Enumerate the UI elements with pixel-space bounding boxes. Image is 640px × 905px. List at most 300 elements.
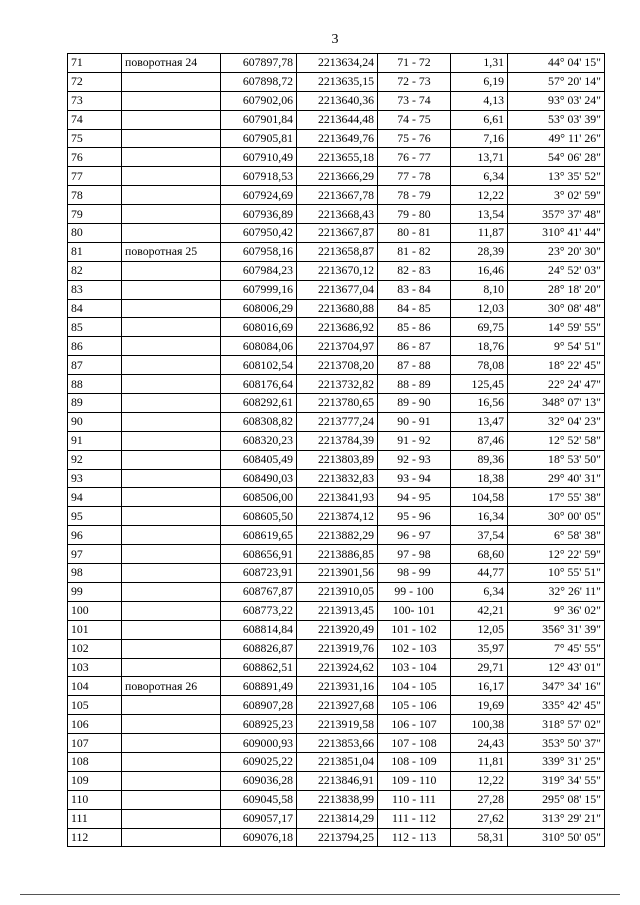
y-coordinate-cell: 2213666,29 — [297, 167, 378, 186]
segment-cell: 77 - 78 — [378, 167, 451, 186]
segment-cell: 93 - 94 — [378, 469, 451, 488]
direction-angle-cell: 9° 36' 02" — [508, 601, 605, 620]
direction-angle-cell: 14° 59' 55" — [508, 318, 605, 337]
table-row — [68, 167, 605, 186]
segment-cell: 88 - 89 — [378, 375, 451, 394]
table-row — [68, 771, 605, 790]
segment-cell: 103 - 104 — [378, 658, 451, 677]
direction-angle-cell: 12° 52' 58" — [508, 431, 605, 450]
table-row — [68, 375, 605, 394]
point-number-cell: 83 — [68, 280, 122, 299]
y-coordinate-cell: 2213901,56 — [297, 564, 378, 583]
y-coordinate-cell: 2213668,43 — [297, 205, 378, 224]
point-name-cell — [122, 488, 221, 507]
point-name-cell — [122, 545, 221, 564]
x-coordinate-cell: 608862,51 — [221, 658, 297, 677]
length-cell: 13,71 — [451, 148, 508, 167]
x-coordinate-cell: 608405,49 — [221, 450, 297, 469]
point-number-cell: 106 — [68, 715, 122, 734]
direction-angle-cell: 28° 18' 20" — [508, 280, 605, 299]
point-name-cell: поворотная 25 — [122, 242, 221, 261]
y-coordinate-cell: 2213670,12 — [297, 261, 378, 280]
x-coordinate-cell: 608506,00 — [221, 488, 297, 507]
point-name-cell: поворотная 26 — [122, 677, 221, 696]
length-cell: 100,38 — [451, 715, 508, 734]
point-name-cell — [122, 790, 221, 809]
table-row — [68, 54, 605, 73]
table-row — [68, 242, 605, 261]
x-coordinate-cell: 607897,78 — [221, 54, 297, 73]
direction-angle-cell: 44° 04' 15" — [508, 54, 605, 73]
table-row — [68, 601, 605, 620]
segment-cell: 106 - 107 — [378, 715, 451, 734]
length-cell: 11,81 — [451, 752, 508, 771]
point-number-cell: 101 — [68, 620, 122, 639]
point-name-cell — [122, 809, 221, 828]
point-name-cell — [122, 129, 221, 148]
y-coordinate-cell: 2213794,25 — [297, 828, 378, 847]
length-cell: 6,34 — [451, 167, 508, 186]
segment-cell: 107 - 108 — [378, 734, 451, 753]
point-name-cell — [122, 110, 221, 129]
length-cell: 12,22 — [451, 771, 508, 790]
segment-cell: 73 - 74 — [378, 91, 451, 110]
direction-angle-cell: 347° 34' 16" — [508, 677, 605, 696]
segment-cell: 89 - 90 — [378, 394, 451, 413]
table-row — [68, 356, 605, 375]
x-coordinate-cell: 608490,03 — [221, 469, 297, 488]
direction-angle-cell: 17° 55' 38" — [508, 488, 605, 507]
point-name-cell — [122, 715, 221, 734]
direction-angle-cell: 54° 06' 28" — [508, 148, 605, 167]
point-number-cell: 71 — [68, 54, 122, 73]
point-name-cell — [122, 299, 221, 318]
table-row — [68, 809, 605, 828]
direction-angle-cell: 357° 37' 48" — [508, 205, 605, 224]
table-row — [68, 431, 605, 450]
y-coordinate-cell: 2213853,66 — [297, 734, 378, 753]
segment-cell: 78 - 79 — [378, 186, 451, 205]
table-row — [68, 394, 605, 413]
y-coordinate-cell: 2213924,62 — [297, 658, 378, 677]
direction-angle-cell: 49° 11' 26" — [508, 129, 605, 148]
point-number-cell: 88 — [68, 375, 122, 394]
segment-cell: 97 - 98 — [378, 545, 451, 564]
x-coordinate-cell: 607902,06 — [221, 91, 297, 110]
point-name-cell — [122, 261, 221, 280]
y-coordinate-cell: 2213667,78 — [297, 186, 378, 205]
x-coordinate-cell: 608084,06 — [221, 337, 297, 356]
length-cell: 6,34 — [451, 582, 508, 601]
point-number-cell: 73 — [68, 91, 122, 110]
segment-cell: 81 - 82 — [378, 242, 451, 261]
y-coordinate-cell: 2213919,58 — [297, 715, 378, 734]
coordinates-table — [67, 53, 605, 847]
x-coordinate-cell: 609036,28 — [221, 771, 297, 790]
segment-cell: 96 - 97 — [378, 526, 451, 545]
direction-angle-cell: 6° 58' 38" — [508, 526, 605, 545]
point-number-cell: 112 — [68, 828, 122, 847]
table-row — [68, 186, 605, 205]
direction-angle-cell: 12° 22' 59" — [508, 545, 605, 564]
direction-angle-cell: 32° 04' 23" — [508, 412, 605, 431]
x-coordinate-cell: 608605,50 — [221, 507, 297, 526]
point-name-cell — [122, 507, 221, 526]
table-row — [68, 639, 605, 658]
x-coordinate-cell: 609045,58 — [221, 790, 297, 809]
table-row — [68, 337, 605, 356]
point-number-cell: 80 — [68, 224, 122, 243]
direction-angle-cell: 10° 55' 51" — [508, 564, 605, 583]
table-row — [68, 564, 605, 583]
point-name-cell — [122, 375, 221, 394]
point-name-cell — [122, 318, 221, 337]
point-name-cell — [122, 450, 221, 469]
y-coordinate-cell: 2213910,05 — [297, 582, 378, 601]
length-cell: 42,21 — [451, 601, 508, 620]
segment-cell: 102 - 103 — [378, 639, 451, 658]
table-row — [68, 110, 605, 129]
x-coordinate-cell: 607918,53 — [221, 167, 297, 186]
point-number-cell: 105 — [68, 696, 122, 715]
point-number-cell: 104 — [68, 677, 122, 696]
x-coordinate-cell: 607901,84 — [221, 110, 297, 129]
segment-cell: 111 - 112 — [378, 809, 451, 828]
segment-cell: 100- 101 — [378, 601, 451, 620]
segment-cell: 86 - 87 — [378, 337, 451, 356]
table-row — [68, 469, 605, 488]
point-name-cell — [122, 148, 221, 167]
point-number-cell: 87 — [68, 356, 122, 375]
point-name-cell — [122, 72, 221, 91]
point-name-cell — [122, 431, 221, 450]
length-cell: 16,46 — [451, 261, 508, 280]
segment-cell: 112 - 113 — [378, 828, 451, 847]
y-coordinate-cell: 2213732,82 — [297, 375, 378, 394]
segment-cell: 71 - 72 — [378, 54, 451, 73]
y-coordinate-cell: 2213919,76 — [297, 639, 378, 658]
segment-cell: 79 - 80 — [378, 205, 451, 224]
direction-angle-cell: 32° 26' 11" — [508, 582, 605, 601]
table-row — [68, 299, 605, 318]
table-row — [68, 715, 605, 734]
point-name-cell — [122, 752, 221, 771]
length-cell: 24,43 — [451, 734, 508, 753]
y-coordinate-cell: 2213913,45 — [297, 601, 378, 620]
y-coordinate-cell: 2213882,29 — [297, 526, 378, 545]
point-name-cell — [122, 526, 221, 545]
length-cell: 12,05 — [451, 620, 508, 639]
table-row — [68, 412, 605, 431]
length-cell: 44,77 — [451, 564, 508, 583]
length-cell: 19,69 — [451, 696, 508, 715]
segment-cell: 109 - 110 — [378, 771, 451, 790]
point-name-cell — [122, 167, 221, 186]
length-cell: 104,58 — [451, 488, 508, 507]
point-name-cell — [122, 639, 221, 658]
table-row — [68, 318, 605, 337]
y-coordinate-cell: 2213680,88 — [297, 299, 378, 318]
y-coordinate-cell: 2213655,18 — [297, 148, 378, 167]
point-name-cell — [122, 696, 221, 715]
direction-angle-cell: 353° 50' 37" — [508, 734, 605, 753]
y-coordinate-cell: 2213704,97 — [297, 337, 378, 356]
point-number-cell: 75 — [68, 129, 122, 148]
y-coordinate-cell: 2213708,20 — [297, 356, 378, 375]
y-coordinate-cell: 2213886,85 — [297, 545, 378, 564]
x-coordinate-cell: 608814,84 — [221, 620, 297, 639]
direction-angle-cell: 335° 42' 45" — [508, 696, 605, 715]
point-name-cell — [122, 205, 221, 224]
direction-angle-cell: 53° 03' 39" — [508, 110, 605, 129]
table-row — [68, 224, 605, 243]
y-coordinate-cell: 2213927,68 — [297, 696, 378, 715]
point-number-cell: 98 — [68, 564, 122, 583]
length-cell: 18,38 — [451, 469, 508, 488]
x-coordinate-cell: 607984,23 — [221, 261, 297, 280]
x-coordinate-cell: 608619,65 — [221, 526, 297, 545]
point-number-cell: 76 — [68, 148, 122, 167]
table-row — [68, 734, 605, 753]
point-name-cell — [122, 356, 221, 375]
table-row — [68, 261, 605, 280]
y-coordinate-cell: 2213846,91 — [297, 771, 378, 790]
page-number: 3 — [331, 32, 339, 47]
length-cell: 11,87 — [451, 224, 508, 243]
length-cell: 12,03 — [451, 299, 508, 318]
length-cell: 18,76 — [451, 337, 508, 356]
table-row — [68, 582, 605, 601]
length-cell: 6,19 — [451, 72, 508, 91]
table-row — [68, 526, 605, 545]
x-coordinate-cell: 608176,64 — [221, 375, 297, 394]
length-cell: 37,54 — [451, 526, 508, 545]
point-name-cell — [122, 658, 221, 677]
y-coordinate-cell: 2213832,83 — [297, 469, 378, 488]
x-coordinate-cell: 608907,28 — [221, 696, 297, 715]
length-cell: 69,75 — [451, 318, 508, 337]
y-coordinate-cell: 2213644,48 — [297, 110, 378, 129]
point-name-cell — [122, 412, 221, 431]
segment-cell: 105 - 106 — [378, 696, 451, 715]
table-row — [68, 488, 605, 507]
direction-angle-cell: 313° 29' 21" — [508, 809, 605, 828]
point-name-cell — [122, 337, 221, 356]
length-cell: 35,97 — [451, 639, 508, 658]
table-row — [68, 148, 605, 167]
direction-angle-cell: 22° 24' 47" — [508, 375, 605, 394]
y-coordinate-cell: 2213635,15 — [297, 72, 378, 91]
point-number-cell: 78 — [68, 186, 122, 205]
point-name-cell — [122, 828, 221, 847]
point-number-cell: 97 — [68, 545, 122, 564]
segment-cell: 99 - 100 — [378, 582, 451, 601]
segment-cell: 110 - 111 — [378, 790, 451, 809]
point-name-cell — [122, 186, 221, 205]
x-coordinate-cell: 608723,91 — [221, 564, 297, 583]
direction-angle-cell: 12° 43' 01" — [508, 658, 605, 677]
y-coordinate-cell: 2213920,49 — [297, 620, 378, 639]
segment-cell: 75 - 76 — [378, 129, 451, 148]
x-coordinate-cell: 607898,72 — [221, 72, 297, 91]
segment-cell: 82 - 83 — [378, 261, 451, 280]
point-number-cell: 74 — [68, 110, 122, 129]
length-cell: 4,13 — [451, 91, 508, 110]
length-cell: 16,17 — [451, 677, 508, 696]
x-coordinate-cell: 608891,49 — [221, 677, 297, 696]
segment-cell: 108 - 109 — [378, 752, 451, 771]
segment-cell: 74 - 75 — [378, 110, 451, 129]
footer-divider — [20, 894, 620, 895]
length-cell: 28,39 — [451, 242, 508, 261]
point-name-cell — [122, 734, 221, 753]
table-row — [68, 696, 605, 715]
direction-angle-cell: 23° 20' 30" — [508, 242, 605, 261]
point-number-cell: 90 — [68, 412, 122, 431]
length-cell: 6,61 — [451, 110, 508, 129]
point-number-cell: 91 — [68, 431, 122, 450]
y-coordinate-cell: 2213640,36 — [297, 91, 378, 110]
x-coordinate-cell: 608016,69 — [221, 318, 297, 337]
y-coordinate-cell: 2213851,04 — [297, 752, 378, 771]
point-number-cell: 93 — [68, 469, 122, 488]
direction-angle-cell: 310° 50' 05" — [508, 828, 605, 847]
length-cell: 13,47 — [451, 412, 508, 431]
y-coordinate-cell: 2213784,39 — [297, 431, 378, 450]
y-coordinate-cell: 2213814,29 — [297, 809, 378, 828]
y-coordinate-cell: 2213649,76 — [297, 129, 378, 148]
segment-cell: 85 - 86 — [378, 318, 451, 337]
direction-angle-cell: 24° 52' 03" — [508, 261, 605, 280]
x-coordinate-cell: 607905,81 — [221, 129, 297, 148]
segment-cell: 87 - 88 — [378, 356, 451, 375]
y-coordinate-cell: 2213780,65 — [297, 394, 378, 413]
point-number-cell: 81 — [68, 242, 122, 261]
point-name-cell — [122, 564, 221, 583]
point-number-cell: 92 — [68, 450, 122, 469]
point-name-cell — [122, 224, 221, 243]
direction-angle-cell: 30° 00' 05" — [508, 507, 605, 526]
direction-angle-cell: 310° 41' 44" — [508, 224, 605, 243]
table-body — [68, 54, 605, 847]
table-row — [68, 658, 605, 677]
length-cell: 58,31 — [451, 828, 508, 847]
table-row — [68, 72, 605, 91]
segment-cell: 95 - 96 — [378, 507, 451, 526]
length-cell: 78,08 — [451, 356, 508, 375]
point-name-cell — [122, 91, 221, 110]
x-coordinate-cell: 607950,42 — [221, 224, 297, 243]
point-name-cell — [122, 771, 221, 790]
x-coordinate-cell: 608773,22 — [221, 601, 297, 620]
x-coordinate-cell: 607958,16 — [221, 242, 297, 261]
table-row — [68, 677, 605, 696]
segment-cell: 76 - 77 — [378, 148, 451, 167]
y-coordinate-cell: 2213686,92 — [297, 318, 378, 337]
segment-cell: 94 - 95 — [378, 488, 451, 507]
point-name-cell — [122, 582, 221, 601]
point-number-cell: 100 — [68, 601, 122, 620]
point-number-cell: 84 — [68, 299, 122, 318]
point-number-cell: 110 — [68, 790, 122, 809]
direction-angle-cell: 295° 08' 15" — [508, 790, 605, 809]
length-cell: 68,60 — [451, 545, 508, 564]
point-name-cell: поворотная 24 — [122, 54, 221, 73]
direction-angle-cell: 9° 54' 51" — [508, 337, 605, 356]
length-cell: 7,16 — [451, 129, 508, 148]
table-row — [68, 91, 605, 110]
y-coordinate-cell: 2213838,99 — [297, 790, 378, 809]
x-coordinate-cell: 607936,89 — [221, 205, 297, 224]
x-coordinate-cell: 609025,22 — [221, 752, 297, 771]
x-coordinate-cell: 608006,29 — [221, 299, 297, 318]
y-coordinate-cell: 2213874,12 — [297, 507, 378, 526]
point-number-cell: 94 — [68, 488, 122, 507]
length-cell: 125,45 — [451, 375, 508, 394]
length-cell: 16,56 — [451, 394, 508, 413]
table-row — [68, 545, 605, 564]
x-coordinate-cell: 608925,23 — [221, 715, 297, 734]
segment-cell: 91 - 92 — [378, 431, 451, 450]
segment-cell: 80 - 81 — [378, 224, 451, 243]
y-coordinate-cell: 2213803,89 — [297, 450, 378, 469]
segment-cell: 90 - 91 — [378, 412, 451, 431]
direction-angle-cell: 13° 35' 52" — [508, 167, 605, 186]
length-cell: 27,28 — [451, 790, 508, 809]
table-row — [68, 280, 605, 299]
point-number-cell: 85 — [68, 318, 122, 337]
length-cell: 16,34 — [451, 507, 508, 526]
point-name-cell — [122, 469, 221, 488]
x-coordinate-cell: 609076,18 — [221, 828, 297, 847]
point-number-cell: 77 — [68, 167, 122, 186]
length-cell: 89,36 — [451, 450, 508, 469]
point-name-cell — [122, 601, 221, 620]
x-coordinate-cell: 607924,69 — [221, 186, 297, 205]
length-cell: 12,22 — [451, 186, 508, 205]
x-coordinate-cell: 607999,16 — [221, 280, 297, 299]
point-number-cell: 82 — [68, 261, 122, 280]
direction-angle-cell: 7° 45' 55" — [508, 639, 605, 658]
table-row — [68, 205, 605, 224]
direction-angle-cell: 93° 03' 24" — [508, 91, 605, 110]
x-coordinate-cell: 608292,61 — [221, 394, 297, 413]
point-number-cell: 111 — [68, 809, 122, 828]
point-number-cell: 102 — [68, 639, 122, 658]
direction-angle-cell: 3° 02' 59" — [508, 186, 605, 205]
x-coordinate-cell: 608826,87 — [221, 639, 297, 658]
point-number-cell: 108 — [68, 752, 122, 771]
point-number-cell: 103 — [68, 658, 122, 677]
length-cell: 8,10 — [451, 280, 508, 299]
segment-cell: 98 - 99 — [378, 564, 451, 583]
direction-angle-cell: 57° 20' 14" — [508, 72, 605, 91]
x-coordinate-cell: 608102,54 — [221, 356, 297, 375]
point-number-cell: 86 — [68, 337, 122, 356]
x-coordinate-cell: 609000,93 — [221, 734, 297, 753]
point-name-cell — [122, 394, 221, 413]
x-coordinate-cell: 608308,82 — [221, 412, 297, 431]
x-coordinate-cell: 609057,17 — [221, 809, 297, 828]
point-number-cell: 109 — [68, 771, 122, 790]
length-cell: 87,46 — [451, 431, 508, 450]
direction-angle-cell: 30° 08' 48" — [508, 299, 605, 318]
x-coordinate-cell: 608320,23 — [221, 431, 297, 450]
table-row — [68, 450, 605, 469]
length-cell: 29,71 — [451, 658, 508, 677]
point-number-cell: 72 — [68, 72, 122, 91]
direction-angle-cell: 319° 34' 55" — [508, 771, 605, 790]
